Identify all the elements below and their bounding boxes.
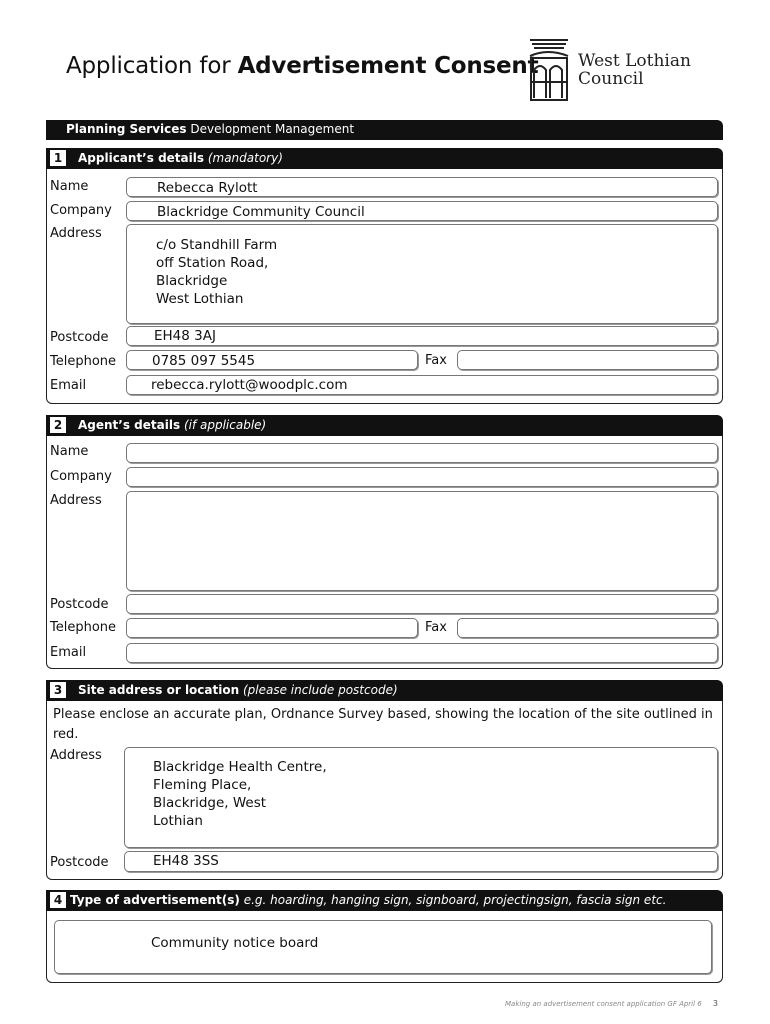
site-postcode-field[interactable] <box>124 851 718 872</box>
section-note: (please include postcode) <box>242 683 398 697</box>
service-bar-bold: Planning Services <box>66 122 187 136</box>
service-bar <box>46 120 723 140</box>
agent-email-field[interactable] <box>126 643 718 663</box>
address-label: Address <box>50 493 102 508</box>
section3-header <box>46 680 723 701</box>
section-note: e.g. hoarding, hanging sign, signboard, projectingsign, fascia sign etc. <box>243 893 667 907</box>
fax-label: Fax <box>425 353 447 368</box>
section-number: 2 <box>50 417 66 433</box>
company-label: Company <box>50 469 112 484</box>
section-number: 4 <box>50 892 66 908</box>
section-number: 1 <box>50 150 66 166</box>
applicant-address-value: c/o Standhill Farm off Station Road, Blackridge West Lothian <box>156 237 278 307</box>
telephone-label: Telephone <box>50 354 117 369</box>
applicant-company-field[interactable] <box>126 201 718 221</box>
telephone-label: Telephone <box>50 620 117 635</box>
section1-header <box>46 148 723 169</box>
service-bar-text: Development Management <box>190 122 355 136</box>
agent-fax-field[interactable] <box>457 618 718 638</box>
site-instruction: Please enclose an accurate plan, Ordnance Survey based, showing the location of the site outlined in red. <box>53 707 713 742</box>
footer <box>505 999 718 1008</box>
advertisement-type-field[interactable] <box>54 920 712 974</box>
agent-postcode-field[interactable] <box>126 594 718 614</box>
applicant-company-value: Blackridge Community Council <box>157 204 365 220</box>
page-number: 3 <box>712 999 718 1008</box>
page-title: Application for Advertisement Consent <box>66 53 539 79</box>
applicant-telephone-value: 0785 097 5545 <box>152 353 256 369</box>
postcode-label: Postcode <box>50 330 109 345</box>
site-postcode-value: EH48 3SS <box>153 853 219 869</box>
section-note: (mandatory) <box>207 151 283 165</box>
council-name: West Lothian Council <box>578 51 691 89</box>
agent-company-field[interactable] <box>126 467 718 487</box>
advertisement-type-value: Community notice board <box>151 935 319 951</box>
footer-text: Making an advertisement consent application GF April 6 <box>505 1000 702 1008</box>
section-title: Site address or location <box>78 683 240 697</box>
section4-header <box>46 890 723 911</box>
site-address-field[interactable] <box>124 747 718 848</box>
fax-label: Fax <box>425 620 447 635</box>
section-title: Applicant’s details <box>78 151 204 165</box>
name-label: Name <box>50 179 89 194</box>
applicant-email-value: rebecca.rylott@woodplc.com <box>151 377 348 393</box>
applicant-postcode-field[interactable] <box>126 326 718 346</box>
applicant-name-field[interactable] <box>126 177 718 197</box>
section-title: Type of advertisement(s) <box>70 893 240 907</box>
address-label: Address <box>50 226 102 241</box>
postcode-label: Postcode <box>50 597 109 612</box>
address-label: Address <box>50 748 102 763</box>
name-label: Name <box>50 444 89 459</box>
applicant-address-field[interactable] <box>126 224 718 324</box>
agent-address-field[interactable] <box>126 491 718 591</box>
site-address-value: Blackridge Health Centre, Fleming Place, Blackridge, West Lothian <box>153 759 327 829</box>
email-label: Email <box>50 645 87 660</box>
agent-name-field[interactable] <box>126 443 718 463</box>
section-note: (if applicable) <box>183 418 267 432</box>
postcode-label: Postcode <box>50 855 109 870</box>
agent-telephone-field[interactable] <box>126 618 418 638</box>
applicant-name-value: Rebecca Rylott <box>157 180 258 196</box>
email-label: Email <box>50 378 87 393</box>
applicant-postcode-value: EH48 3AJ <box>154 328 216 344</box>
section2-header <box>46 415 723 436</box>
section-number: 3 <box>50 682 66 698</box>
applicant-fax-field[interactable] <box>457 350 718 370</box>
company-label: Company <box>50 203 112 218</box>
applicant-email-field[interactable] <box>126 375 718 395</box>
section-title: Agent’s details <box>78 418 181 432</box>
applicant-telephone-field[interactable] <box>126 350 418 370</box>
